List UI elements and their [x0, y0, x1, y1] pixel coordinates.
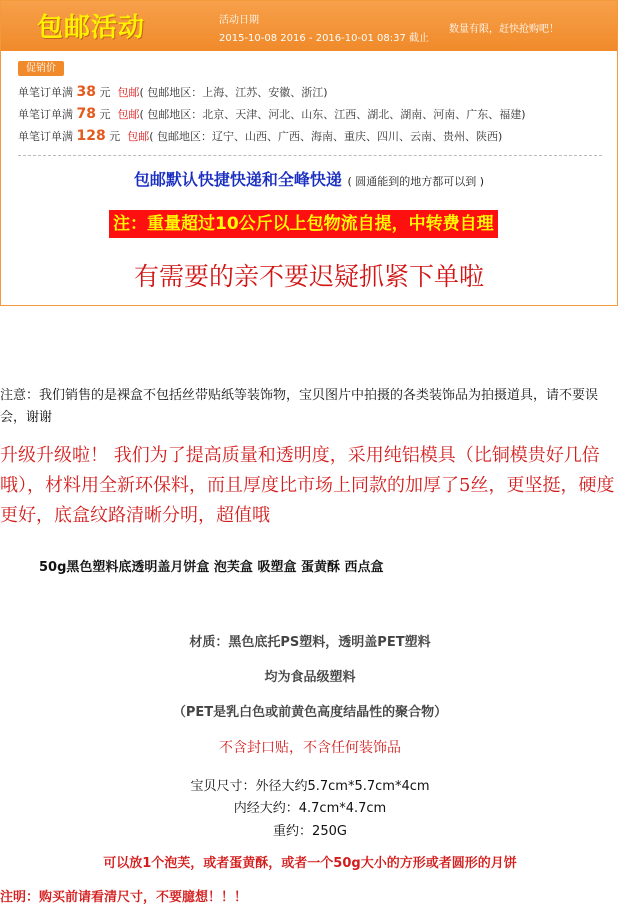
inner-size: 内经大约：4.7cm*4.7cm — [233, 801, 387, 816]
hurry-message: 有需要的亲不要迟疑抓紧下单啦 — [133, 262, 484, 291]
promo-banner — [0, 0, 618, 306]
decoration-notice: 注意：我们销售的是裸盒不包括丝带贴纸等装饰物，宝贝图片中拍摄的各类装饰品为拍摄道具，请不要误会，谢谢 — [0, 388, 599, 425]
rule-unit: 元 — [99, 108, 111, 121]
product-name: 50g黑色塑料底透明盖月饼盒 泡芙盒 吸塑盒 蛋黄酥 西点盒 — [39, 560, 384, 575]
weight-warning: 注：重量超过10公斤以上包物流自提，中转费自理 — [109, 210, 498, 238]
promo-header — [1, 1, 617, 51]
rule-unit: 元 — [109, 130, 121, 143]
promo-title: 包邮活动 — [37, 13, 146, 43]
shipping-rule — [18, 84, 328, 100]
rule-free-shipping: 包邮 — [117, 86, 140, 99]
rule-free-shipping: 包邮 — [127, 130, 150, 143]
rule-prefix: 单笔订单满 — [18, 108, 73, 121]
rule-free-shipping: 包邮 — [117, 108, 140, 121]
promo-date-range: 2015-10-08 2016 - 2016-10-01 08:37 截止 — [219, 33, 429, 44]
outer-size: 宝贝尺寸：外径大约5.7cm*5.7cm*4cm — [190, 779, 430, 794]
promo-price-badge: 促销价 — [18, 61, 64, 76]
rule-amount: 128 — [76, 128, 106, 144]
material-spec: 材质：黑色底托PS塑料，透明盖PET塑料 — [189, 635, 431, 650]
shipping-rule — [18, 106, 526, 122]
product-weight: 重约：250G — [273, 824, 347, 839]
rule-prefix: 单笔订单满 — [18, 130, 73, 143]
upgrade-message: 升级升级啦！ 我们为了提高质量和透明度，采用纯铝模具（比铜模贵好几倍哦），材料用全新环保料，而且厚度比市场上同款的加厚了5丝，更坚挺，硬度更好，底盒纹路清晰分明，超值哦 — [0, 445, 615, 526]
express-sub: ( 圆通能到的地方都可以到 ) — [347, 175, 485, 188]
no-seal-note: 不含封口贴，不含任何装饰品 — [219, 740, 401, 756]
promo-date-label: 活动日期 — [219, 15, 259, 26]
food-grade-spec: 均为食品级塑料 — [264, 670, 356, 685]
final-note: 注明：购买前请看清尺寸，不要臆想！！！ — [0, 890, 248, 905]
shipping-rule — [18, 128, 502, 144]
rule-region: ( 包邮地区：北京、天津、河北、山东、江西、湖北、湖南、河南、广东、福建) — [139, 108, 526, 121]
rule-region: ( 包邮地区：上海、江苏、安徽、浙江) — [139, 86, 328, 99]
capacity-note: 可以放1个泡芙，或者蛋黄酥，或者一个50g大小的方形或者圆形的月饼 — [103, 856, 517, 871]
rule-region: ( 包邮地区：辽宁、山西、广西、海南、重庆、四川、云南、贵州、陕西) — [149, 130, 503, 143]
rule-prefix: 单笔订单满 — [18, 86, 73, 99]
pet-note: （PET是乳白色或前黄色高度结晶性的聚合物） — [172, 705, 448, 720]
promo-divider — [18, 155, 602, 156]
rule-amount: 78 — [76, 106, 96, 122]
rule-amount: 38 — [76, 84, 96, 100]
express-info — [1, 167, 617, 190]
promo-quantity-note: 数量有限，赶快抢购吧！ — [449, 24, 559, 35]
rule-unit: 元 — [99, 86, 111, 99]
express-main: 包邮默认快捷快递和全峰快递 — [133, 170, 342, 189]
